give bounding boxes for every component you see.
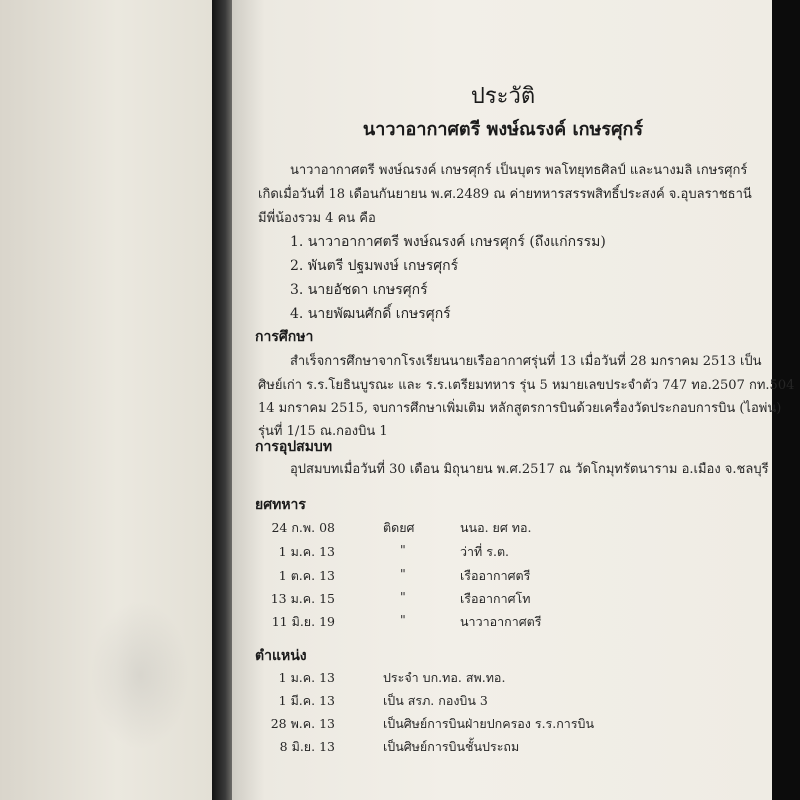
- position-title: ประจำ บก.ทอ. สพ.ทอ.: [383, 670, 506, 685]
- rank-mark: ": [400, 566, 406, 581]
- rank-title: นาวาอากาศตรี: [460, 614, 542, 629]
- positions-heading: ตำแหน่ง: [255, 648, 307, 664]
- ordination-heading: การอุปสมบท: [255, 439, 333, 455]
- position-date: 8 มิ.ย. 13: [279, 739, 335, 754]
- page-title: ประวัติ: [470, 84, 536, 109]
- ordination-line: อุปสมบทเมื่อวันที่ 30 เดือน มิถุนายน พ.ศ.2517 ณ วัดโกมุทรัตนาราม อ.เมือง จ.ชลบุรี: [290, 462, 769, 477]
- rank-mark: ": [400, 612, 406, 627]
- rank-date: 1 ต.ค. 13: [278, 568, 335, 583]
- rank-mark: ": [400, 542, 406, 557]
- intro-line: มีพี่น้องรวม 4 คน คือ: [258, 211, 376, 226]
- rank-date: 1 ม.ค. 13: [278, 544, 335, 559]
- rank-mark: ": [400, 589, 406, 604]
- rank-title: เรืออากาศตรี: [460, 568, 531, 583]
- education-line: ศิษย์เก่า ร.ร.โยธินบูรณะ และ ร.ร.เตรียมทหาร รุ่น 5 หมายเลขประจำตัว 747 ทอ.2507 กท.504: [258, 378, 795, 393]
- sibling-item: 1. นาวาอากาศตรี พงษ์ณรงค์ เกษรศุกร์ (ถึงแก่กรรม): [290, 234, 606, 250]
- rank-title: เรืออากาศโท: [460, 591, 531, 606]
- education-line: สำเร็จการศึกษาจากโรงเรียนนายเรืออากาศรุ่นที่ 13 เมื่อวันที่ 28 มกราคม 2513 เป็น: [290, 354, 762, 369]
- position-date: 1 ม.ค. 13: [278, 670, 335, 685]
- intro-line: นาวาอากาศตรี พงษ์ณรงค์ เกษรศุกร์ เป็นบุตร พลโทยุทธศิลป์ และนางมลิ เกษรศุกร์: [290, 163, 748, 178]
- position-title: เป็น สรภ. กองบิน 3: [383, 693, 488, 708]
- education-heading: การศึกษา: [255, 329, 314, 345]
- rank-mark: ติดยศ: [383, 520, 415, 535]
- education-line: 14 มกราคม 2515, จบการศึกษาเพิ่มเติม หลักสูตรการบินด้วยเครื่องวัดประกอบการบิน (ไอพ่น): [258, 401, 782, 416]
- page-subtitle: นาวาอากาศตรี พงษ์ณรงค์ เกษรศุกร์: [362, 119, 644, 140]
- education-line: รุ่นที่ 1/15 ณ.กองบิน 1: [258, 424, 388, 439]
- position-date: 28 พ.ค. 13: [270, 716, 335, 731]
- rank-title: ว่าที่ ร.ต.: [460, 544, 510, 559]
- rank-date: 13 ม.ค. 15: [270, 591, 335, 606]
- ranks-heading: ยศทหาร: [255, 497, 306, 513]
- rank-date: 24 ก.พ. 08: [271, 520, 335, 535]
- sibling-item: 2. พันตรี ปฐมพงษ์ เกษรศุกร์: [290, 258, 459, 274]
- intro-line: เกิดเมื่อวันที่ 18 เดือนกันยายน พ.ศ.2489 ณ ค่ายทหารสรรพสิทธิ์ประสงค์ จ.อุบลราชธานี: [258, 187, 752, 202]
- sibling-item: 3. นายอัชดา เกษรศุกร์: [290, 282, 428, 298]
- position-title: เป็นศิษย์การบินฝ่ายปกครอง ร.ร.การบิน: [383, 716, 595, 731]
- rank-title: นนอ. ยศ ทอ.: [460, 520, 532, 535]
- rank-date: 11 มิ.ย. 19: [271, 614, 335, 629]
- position-title: เป็นศิษย์การบินชั้นประถม: [383, 739, 520, 754]
- sibling-item: 4. นายพัฒนศักดิ์ เกษรศุกร์: [290, 306, 451, 322]
- position-date: 1 มี.ค. 13: [278, 693, 335, 708]
